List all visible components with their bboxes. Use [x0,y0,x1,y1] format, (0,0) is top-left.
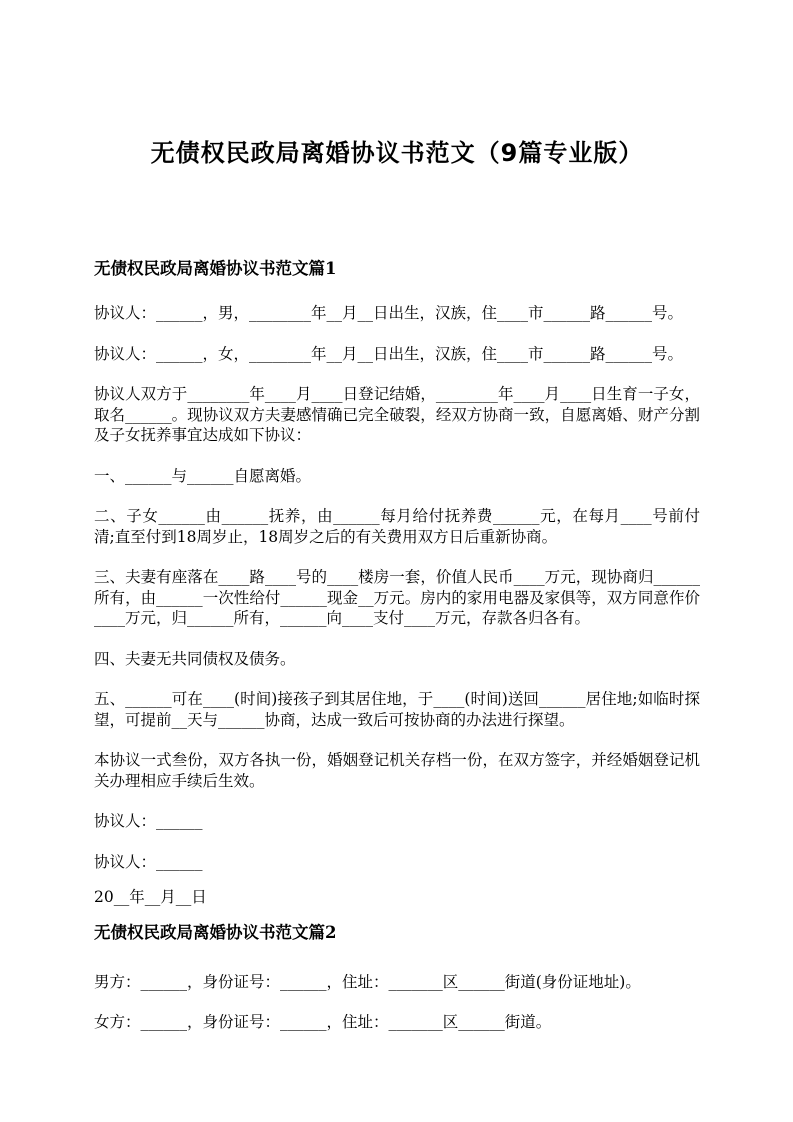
female-party-line: 女方：______，身份证号：______，住址：_______区______街道。 [94,1013,552,1031]
date-line: 20__年__月__日 [94,888,207,906]
document-title: 无债权民政局离婚协议书范文（9篇专业版） [150,139,644,167]
document-content [0,141,793,1033]
signature-party-b: 协议人：______ [94,852,203,871]
signature-party-a: 协议人：______ [94,812,203,830]
marriage-info-paragraph: 协议人双方于________年____月____日登记结婚，________年____月____日生育一子女，取名______。现协议双方夫妻感情确已完全破裂，经双方协商一致，自愿离婚、财产分割及子女抚养事宜达成如下协议： [94,385,700,444]
clause-1-voluntary-divorce: 一、______与______自愿离婚。 [94,466,312,485]
section-2-heading: 无债权民政局离婚协议书范文篇2 [94,922,337,942]
party-a-line: 协议人：______，男，________年__月__日出生，汉族，住____市______路______号。 [94,304,684,322]
male-party-line: 男方：______，身份证号：______，住址：_______区______街道(身份证地址)。 [94,972,641,991]
clause-4-no-debts: 四、夫妻无共同债权及债务。 [94,649,296,668]
section-1-heading: 无债权民政局离婚协议书范文篇1 [94,259,337,278]
section-1 [94,258,700,908]
clause-3-property-division: 三、夫妻有座落在____路____号的____楼房一套，价值人民币____万元，现协商归______所有，由______一次性给付______现金__万元。房内的家用电器及家俱等，双方同意作价____万元，归______所有，______向____支付____万元，存款各归各有。 [94,568,700,627]
section-2 [94,922,700,1033]
effectiveness-paragraph: 本协议一式叁份，双方各执一份，婚姻登记机关存档一份，在双方签字，并经婚姻登记机关办理相应手续后生效。 [94,751,700,790]
party-b-line: 协议人：______，女，________年__月__日出生，汉族，住____市______路______号。 [94,344,684,363]
clause-2-child-custody: 二、子女______由______抚养，由______每月给付抚养费______元，在每月____号前付清;直至付到18周岁止，18周岁之后的有关费用双方日后重新协商。 [94,507,700,546]
clause-5-visitation: 五、______可在____(时间)接孩子到其居住地，于____(时间)送回______居住地;如临时探望，可提前__天与______协商，达成一致后可按协商的办法进行探望。 [94,690,700,729]
